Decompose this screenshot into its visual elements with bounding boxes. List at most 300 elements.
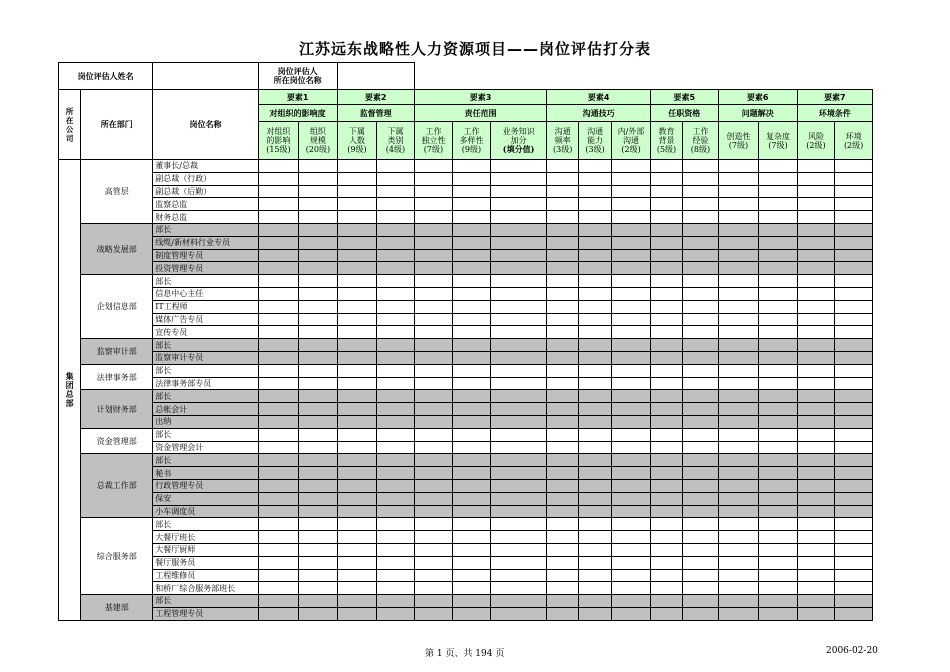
score-cell[interactable] xyxy=(759,198,798,211)
score-cell[interactable] xyxy=(683,492,718,505)
score-cell[interactable] xyxy=(797,403,835,416)
score-cell[interactable] xyxy=(683,479,718,492)
score-cell[interactable] xyxy=(299,198,338,211)
score-cell[interactable] xyxy=(377,479,415,492)
score-cell[interactable] xyxy=(337,479,377,492)
score-cell[interactable] xyxy=(650,569,682,582)
score-cell[interactable] xyxy=(797,198,835,211)
score-cell[interactable] xyxy=(337,441,377,454)
score-cell[interactable] xyxy=(718,339,759,352)
score-cell[interactable] xyxy=(337,313,377,326)
score-cell[interactable] xyxy=(718,505,759,518)
evaluator-position-input[interactable] xyxy=(337,63,414,90)
score-cell[interactable] xyxy=(683,505,718,518)
score-cell[interactable] xyxy=(547,198,578,211)
score-cell[interactable] xyxy=(258,390,299,403)
score-cell[interactable] xyxy=(797,211,835,224)
score-cell[interactable] xyxy=(337,339,377,352)
score-cell[interactable] xyxy=(299,326,338,339)
score-cell[interactable] xyxy=(414,403,453,416)
score-cell[interactable] xyxy=(759,492,798,505)
score-cell[interactable] xyxy=(759,172,798,185)
score-cell[interactable] xyxy=(759,160,798,173)
score-cell[interactable] xyxy=(453,518,491,531)
score-cell[interactable] xyxy=(299,582,338,595)
score-cell[interactable] xyxy=(718,236,759,249)
score-cell[interactable] xyxy=(547,364,578,377)
score-cell[interactable] xyxy=(612,313,651,326)
score-cell[interactable] xyxy=(414,339,453,352)
score-cell[interactable] xyxy=(578,223,611,236)
score-cell[interactable] xyxy=(797,390,835,403)
score-cell[interactable] xyxy=(547,556,578,569)
score-cell[interactable] xyxy=(759,569,798,582)
score-cell[interactable] xyxy=(612,454,651,467)
score-cell[interactable] xyxy=(547,185,578,198)
score-cell[interactable] xyxy=(578,441,611,454)
score-cell[interactable] xyxy=(612,607,651,620)
score-cell[interactable] xyxy=(718,364,759,377)
score-cell[interactable] xyxy=(683,300,718,313)
score-cell[interactable] xyxy=(547,160,578,173)
score-cell[interactable] xyxy=(490,313,547,326)
score-cell[interactable] xyxy=(299,223,338,236)
score-cell[interactable] xyxy=(578,326,611,339)
score-cell[interactable] xyxy=(797,505,835,518)
score-cell[interactable] xyxy=(835,339,873,352)
score-cell[interactable] xyxy=(797,518,835,531)
score-cell[interactable] xyxy=(759,607,798,620)
score-cell[interactable] xyxy=(258,454,299,467)
score-cell[interactable] xyxy=(835,236,873,249)
score-cell[interactable] xyxy=(547,249,578,262)
score-cell[interactable] xyxy=(759,287,798,300)
score-cell[interactable] xyxy=(759,339,798,352)
score-cell[interactable] xyxy=(797,543,835,556)
score-cell[interactable] xyxy=(337,236,377,249)
score-cell[interactable] xyxy=(547,479,578,492)
score-cell[interactable] xyxy=(377,518,415,531)
score-cell[interactable] xyxy=(718,479,759,492)
score-cell[interactable] xyxy=(578,390,611,403)
score-cell[interactable] xyxy=(414,543,453,556)
score-cell[interactable] xyxy=(578,287,611,300)
score-cell[interactable] xyxy=(612,287,651,300)
score-cell[interactable] xyxy=(759,236,798,249)
score-cell[interactable] xyxy=(797,351,835,364)
score-cell[interactable] xyxy=(797,300,835,313)
score-cell[interactable] xyxy=(835,223,873,236)
score-cell[interactable] xyxy=(490,543,547,556)
score-cell[interactable] xyxy=(377,556,415,569)
score-cell[interactable] xyxy=(759,364,798,377)
score-cell[interactable] xyxy=(377,223,415,236)
score-cell[interactable] xyxy=(759,428,798,441)
score-cell[interactable] xyxy=(258,236,299,249)
score-cell[interactable] xyxy=(377,275,415,288)
score-cell[interactable] xyxy=(718,607,759,620)
score-cell[interactable] xyxy=(453,287,491,300)
score-cell[interactable] xyxy=(453,236,491,249)
score-cell[interactable] xyxy=(414,364,453,377)
score-cell[interactable] xyxy=(578,531,611,544)
score-cell[interactable] xyxy=(683,326,718,339)
score-cell[interactable] xyxy=(612,249,651,262)
score-cell[interactable] xyxy=(490,172,547,185)
score-cell[interactable] xyxy=(797,441,835,454)
score-cell[interactable] xyxy=(377,377,415,390)
score-cell[interactable] xyxy=(718,454,759,467)
score-cell[interactable] xyxy=(612,198,651,211)
score-cell[interactable] xyxy=(683,262,718,275)
score-cell[interactable] xyxy=(612,160,651,173)
score-cell[interactable] xyxy=(718,262,759,275)
score-cell[interactable] xyxy=(547,211,578,224)
score-cell[interactable] xyxy=(683,339,718,352)
score-cell[interactable] xyxy=(299,556,338,569)
score-cell[interactable] xyxy=(547,569,578,582)
score-cell[interactable] xyxy=(835,415,873,428)
score-cell[interactable] xyxy=(337,454,377,467)
score-cell[interactable] xyxy=(453,185,491,198)
score-cell[interactable] xyxy=(797,569,835,582)
score-cell[interactable] xyxy=(578,415,611,428)
score-cell[interactable] xyxy=(718,441,759,454)
score-cell[interactable] xyxy=(258,339,299,352)
score-cell[interactable] xyxy=(650,607,682,620)
score-cell[interactable] xyxy=(835,556,873,569)
score-cell[interactable] xyxy=(835,287,873,300)
score-cell[interactable] xyxy=(683,556,718,569)
score-cell[interactable] xyxy=(337,467,377,480)
score-cell[interactable] xyxy=(797,262,835,275)
score-cell[interactable] xyxy=(578,428,611,441)
score-cell[interactable] xyxy=(797,454,835,467)
score-cell[interactable] xyxy=(759,211,798,224)
score-cell[interactable] xyxy=(759,518,798,531)
score-cell[interactable] xyxy=(759,403,798,416)
score-cell[interactable] xyxy=(453,377,491,390)
score-cell[interactable] xyxy=(578,364,611,377)
score-cell[interactable] xyxy=(490,198,547,211)
score-cell[interactable] xyxy=(797,160,835,173)
score-cell[interactable] xyxy=(490,441,547,454)
score-cell[interactable] xyxy=(612,262,651,275)
score-cell[interactable] xyxy=(650,390,682,403)
score-cell[interactable] xyxy=(258,287,299,300)
score-cell[interactable] xyxy=(578,595,611,608)
score-cell[interactable] xyxy=(453,403,491,416)
score-cell[interactable] xyxy=(299,607,338,620)
score-cell[interactable] xyxy=(759,556,798,569)
score-cell[interactable] xyxy=(337,300,377,313)
score-cell[interactable] xyxy=(612,467,651,480)
score-cell[interactable] xyxy=(258,479,299,492)
score-cell[interactable] xyxy=(453,390,491,403)
score-cell[interactable] xyxy=(683,236,718,249)
score-cell[interactable] xyxy=(718,390,759,403)
score-cell[interactable] xyxy=(612,172,651,185)
score-cell[interactable] xyxy=(835,275,873,288)
score-cell[interactable] xyxy=(490,428,547,441)
score-cell[interactable] xyxy=(414,441,453,454)
score-cell[interactable] xyxy=(377,339,415,352)
score-cell[interactable] xyxy=(797,172,835,185)
score-cell[interactable] xyxy=(337,390,377,403)
score-cell[interactable] xyxy=(490,492,547,505)
score-cell[interactable] xyxy=(835,595,873,608)
score-cell[interactable] xyxy=(258,198,299,211)
score-cell[interactable] xyxy=(547,492,578,505)
score-cell[interactable] xyxy=(578,556,611,569)
score-cell[interactable] xyxy=(490,531,547,544)
score-cell[interactable] xyxy=(490,415,547,428)
score-cell[interactable] xyxy=(718,595,759,608)
score-cell[interactable] xyxy=(835,377,873,390)
score-cell[interactable] xyxy=(650,377,682,390)
score-cell[interactable] xyxy=(490,236,547,249)
score-cell[interactable] xyxy=(299,185,338,198)
score-cell[interactable] xyxy=(547,441,578,454)
score-cell[interactable] xyxy=(650,454,682,467)
score-cell[interactable] xyxy=(759,185,798,198)
score-cell[interactable] xyxy=(612,403,651,416)
score-cell[interactable] xyxy=(453,531,491,544)
score-cell[interactable] xyxy=(612,236,651,249)
score-cell[interactable] xyxy=(835,543,873,556)
score-cell[interactable] xyxy=(612,479,651,492)
score-cell[interactable] xyxy=(258,467,299,480)
score-cell[interactable] xyxy=(759,249,798,262)
score-cell[interactable] xyxy=(377,582,415,595)
score-cell[interactable] xyxy=(683,223,718,236)
score-cell[interactable] xyxy=(650,543,682,556)
score-cell[interactable] xyxy=(835,403,873,416)
score-cell[interactable] xyxy=(414,390,453,403)
score-cell[interactable] xyxy=(835,454,873,467)
score-cell[interactable] xyxy=(547,172,578,185)
score-cell[interactable] xyxy=(612,185,651,198)
score-cell[interactable] xyxy=(490,326,547,339)
score-cell[interactable] xyxy=(490,595,547,608)
score-cell[interactable] xyxy=(258,531,299,544)
score-cell[interactable] xyxy=(453,441,491,454)
score-cell[interactable] xyxy=(337,492,377,505)
score-cell[interactable] xyxy=(299,339,338,352)
score-cell[interactable] xyxy=(578,518,611,531)
score-cell[interactable] xyxy=(414,313,453,326)
score-cell[interactable] xyxy=(718,326,759,339)
score-cell[interactable] xyxy=(547,582,578,595)
score-cell[interactable] xyxy=(759,326,798,339)
score-cell[interactable] xyxy=(759,223,798,236)
score-cell[interactable] xyxy=(835,364,873,377)
score-cell[interactable] xyxy=(650,262,682,275)
score-cell[interactable] xyxy=(299,415,338,428)
score-cell[interactable] xyxy=(718,351,759,364)
score-cell[interactable] xyxy=(835,467,873,480)
score-cell[interactable] xyxy=(414,428,453,441)
score-cell[interactable] xyxy=(650,428,682,441)
score-cell[interactable] xyxy=(299,479,338,492)
score-cell[interactable] xyxy=(377,326,415,339)
score-cell[interactable] xyxy=(377,454,415,467)
score-cell[interactable] xyxy=(718,249,759,262)
score-cell[interactable] xyxy=(490,377,547,390)
score-cell[interactable] xyxy=(797,595,835,608)
score-cell[interactable] xyxy=(683,518,718,531)
score-cell[interactable] xyxy=(578,351,611,364)
score-cell[interactable] xyxy=(258,569,299,582)
score-cell[interactable] xyxy=(835,300,873,313)
score-cell[interactable] xyxy=(797,223,835,236)
score-cell[interactable] xyxy=(490,185,547,198)
score-cell[interactable] xyxy=(258,556,299,569)
score-cell[interactable] xyxy=(377,185,415,198)
score-cell[interactable] xyxy=(759,479,798,492)
score-cell[interactable] xyxy=(547,287,578,300)
score-cell[interactable] xyxy=(835,211,873,224)
score-cell[interactable] xyxy=(377,441,415,454)
score-cell[interactable] xyxy=(650,185,682,198)
score-cell[interactable] xyxy=(490,403,547,416)
score-cell[interactable] xyxy=(578,467,611,480)
score-cell[interactable] xyxy=(650,351,682,364)
score-cell[interactable] xyxy=(547,236,578,249)
score-cell[interactable] xyxy=(414,287,453,300)
score-cell[interactable] xyxy=(453,492,491,505)
score-cell[interactable] xyxy=(612,543,651,556)
score-cell[interactable] xyxy=(490,505,547,518)
score-cell[interactable] xyxy=(683,172,718,185)
score-cell[interactable] xyxy=(414,595,453,608)
score-cell[interactable] xyxy=(547,377,578,390)
score-cell[interactable] xyxy=(453,211,491,224)
score-cell[interactable] xyxy=(683,364,718,377)
score-cell[interactable] xyxy=(453,275,491,288)
score-cell[interactable] xyxy=(453,569,491,582)
score-cell[interactable] xyxy=(683,582,718,595)
score-cell[interactable] xyxy=(835,198,873,211)
score-cell[interactable] xyxy=(414,582,453,595)
score-cell[interactable] xyxy=(650,595,682,608)
score-cell[interactable] xyxy=(718,300,759,313)
score-cell[interactable] xyxy=(258,403,299,416)
score-cell[interactable] xyxy=(258,595,299,608)
score-cell[interactable] xyxy=(797,339,835,352)
score-cell[interactable] xyxy=(299,467,338,480)
score-cell[interactable] xyxy=(377,262,415,275)
score-cell[interactable] xyxy=(453,249,491,262)
score-cell[interactable] xyxy=(453,556,491,569)
score-cell[interactable] xyxy=(718,467,759,480)
score-cell[interactable] xyxy=(718,556,759,569)
score-cell[interactable] xyxy=(683,275,718,288)
score-cell[interactable] xyxy=(377,415,415,428)
score-cell[interactable] xyxy=(578,185,611,198)
score-cell[interactable] xyxy=(453,300,491,313)
score-cell[interactable] xyxy=(650,364,682,377)
score-cell[interactable] xyxy=(683,454,718,467)
score-cell[interactable] xyxy=(299,364,338,377)
score-cell[interactable] xyxy=(718,403,759,416)
score-cell[interactable] xyxy=(835,492,873,505)
score-cell[interactable] xyxy=(759,275,798,288)
score-cell[interactable] xyxy=(650,160,682,173)
score-cell[interactable] xyxy=(377,249,415,262)
score-cell[interactable] xyxy=(612,339,651,352)
score-cell[interactable] xyxy=(337,198,377,211)
score-cell[interactable] xyxy=(835,531,873,544)
score-cell[interactable] xyxy=(650,223,682,236)
score-cell[interactable] xyxy=(337,377,377,390)
score-cell[interactable] xyxy=(453,595,491,608)
score-cell[interactable] xyxy=(835,313,873,326)
score-cell[interactable] xyxy=(337,543,377,556)
score-cell[interactable] xyxy=(718,275,759,288)
score-cell[interactable] xyxy=(797,492,835,505)
score-cell[interactable] xyxy=(414,607,453,620)
score-cell[interactable] xyxy=(258,262,299,275)
score-cell[interactable] xyxy=(490,364,547,377)
score-cell[interactable] xyxy=(299,172,338,185)
score-cell[interactable] xyxy=(414,351,453,364)
score-cell[interactable] xyxy=(835,518,873,531)
score-cell[interactable] xyxy=(414,479,453,492)
score-cell[interactable] xyxy=(683,313,718,326)
score-cell[interactable] xyxy=(578,198,611,211)
score-cell[interactable] xyxy=(414,262,453,275)
score-cell[interactable] xyxy=(490,339,547,352)
score-cell[interactable] xyxy=(299,275,338,288)
score-cell[interactable] xyxy=(490,467,547,480)
score-cell[interactable] xyxy=(718,582,759,595)
score-cell[interactable] xyxy=(337,287,377,300)
score-cell[interactable] xyxy=(414,454,453,467)
score-cell[interactable] xyxy=(835,505,873,518)
score-cell[interactable] xyxy=(453,326,491,339)
score-cell[interactable] xyxy=(835,249,873,262)
score-cell[interactable] xyxy=(299,492,338,505)
score-cell[interactable] xyxy=(612,390,651,403)
score-cell[interactable] xyxy=(377,351,415,364)
score-cell[interactable] xyxy=(797,249,835,262)
score-cell[interactable] xyxy=(299,569,338,582)
score-cell[interactable] xyxy=(797,415,835,428)
score-cell[interactable] xyxy=(797,185,835,198)
score-cell[interactable] xyxy=(612,441,651,454)
score-cell[interactable] xyxy=(414,492,453,505)
score-cell[interactable] xyxy=(612,518,651,531)
score-cell[interactable] xyxy=(490,454,547,467)
score-cell[interactable] xyxy=(650,339,682,352)
score-cell[interactable] xyxy=(759,441,798,454)
score-cell[interactable] xyxy=(797,428,835,441)
score-cell[interactable] xyxy=(547,428,578,441)
score-cell[interactable] xyxy=(612,300,651,313)
score-cell[interactable] xyxy=(683,569,718,582)
score-cell[interactable] xyxy=(490,607,547,620)
score-cell[interactable] xyxy=(683,543,718,556)
score-cell[interactable] xyxy=(650,249,682,262)
score-cell[interactable] xyxy=(797,326,835,339)
score-cell[interactable] xyxy=(258,223,299,236)
score-cell[interactable] xyxy=(683,415,718,428)
score-cell[interactable] xyxy=(299,390,338,403)
score-cell[interactable] xyxy=(414,505,453,518)
score-cell[interactable] xyxy=(377,531,415,544)
score-cell[interactable] xyxy=(299,313,338,326)
